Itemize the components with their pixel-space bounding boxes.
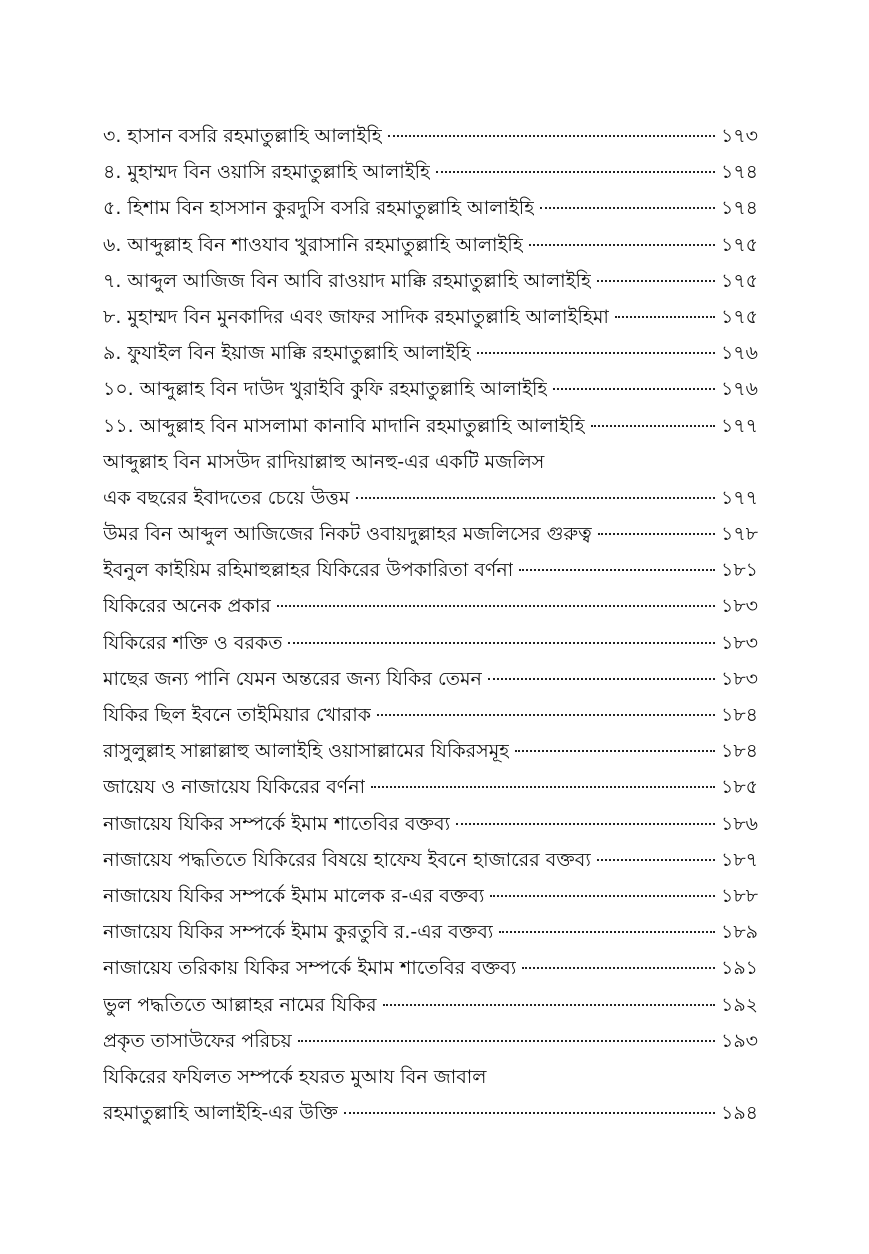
toc-entry [103, 914, 758, 950]
toc-entry-title: রাসুলুল্লাহ সাল্লাল্লাহু আলাইহি ওয়াসাল্লামের যিকিরসমূহ [103, 740, 510, 763]
toc-entry-title: উমর বিন আব্দুল আজিজের নিকট ওবায়দুল্লাহর মজলিসের গুরুত্ব [103, 523, 592, 546]
toc-entry-page-number: ১৮৯ [721, 921, 758, 944]
toc-entry [103, 190, 758, 226]
toc-entry [103, 588, 758, 624]
toc-entry [103, 263, 758, 299]
dot-leader [477, 352, 715, 354]
toc-entry-page-number: ১৮৭ [720, 848, 758, 871]
toc-entry [103, 444, 758, 480]
dot-leader [519, 569, 715, 571]
toc-entry-page-number: ১৭৬ [720, 378, 758, 401]
dot-leader [499, 931, 715, 933]
toc-entry-page-number: ১৭৫ [720, 233, 758, 256]
toc-entry [103, 299, 758, 335]
toc-entry-title: ৪. মুহাম্মদ বিন ওয়াসি রহমাতুল্লাহি আলাইহি [103, 161, 431, 184]
dot-leader [488, 678, 715, 680]
toc-entry [103, 697, 758, 733]
toc-entry-title: নাজায়েয যিকির সম্পর্কে ইমাম কুরতুবি র.-এর বক্তব্য [103, 921, 494, 944]
toc-entry-page-number: ১৭৩ [720, 125, 758, 147]
toc-entry-page-number: ১৭৬ [720, 342, 758, 365]
dot-leader [529, 244, 715, 246]
toc-entry-page-number: ১৯২ [720, 993, 758, 1016]
toc-entry-page-number: ১৯৩ [720, 1029, 758, 1052]
toc-entry-page-number: ১৮৪ [721, 740, 758, 763]
toc-entry-title: ৮. মুহাম্মদ বিন মুনকাদির এবং জাফর সাদিক রহমাতুল্লাহি আলাইহিমা [103, 305, 609, 328]
toc-entry-page-number: ১৭৮ [720, 523, 758, 546]
toc-entry-title: প্রকৃত তাসাউফের পরিচয় [103, 1029, 292, 1052]
dot-leader [383, 1004, 715, 1006]
toc-entry-title: ৭. আব্দুল আজিজ বিন আবি রাওয়াদ মাক্কি রহমাতুল্লাহি আলাইহি [103, 269, 591, 292]
toc-entry-title: ইবনুল কাইয়িম রহিমাহুল্লাহর যিকিরের উপকারিতা বর্ণনা [103, 559, 514, 582]
toc-entry-title: যিকিরের ফযিলত সম্পর্কে হযরত মুআয বিন জাবাল [103, 1065, 487, 1088]
toc-entry [103, 1023, 758, 1059]
dot-leader [344, 1112, 715, 1114]
toc-entry-title: রহমাতুল্লাহি আলাইহি-এর উক্তি [103, 1102, 338, 1125]
dot-leader [591, 425, 715, 427]
dot-leader [522, 967, 715, 969]
toc-entry-title: নাজায়েয যিকির সম্পর্কে ইমাম মালেক র-এর বক্তব্য [103, 884, 485, 907]
toc-entry-page-number: ১৮৬ [720, 812, 758, 835]
dot-leader [540, 207, 715, 209]
toc-entry-page-number: ১৮৩ [720, 595, 758, 618]
toc-entry [103, 371, 758, 407]
toc-entry-title: নাজায়েয যিকির সম্পর্কে ইমাম শাতেবির বক্তব্য [103, 812, 451, 835]
toc-entry-title: ৬. আব্দুল্লাহ বিন শাওযাব খুরাসানি রহমাতুল্লাহি আলাইহি [103, 233, 523, 256]
toc-entry-page-number: ১৭৫ [720, 305, 758, 328]
toc-entry-page-number: ১৭৪ [720, 161, 758, 184]
toc-entry-title: যিকির ছিল ইবনে তাইমিয়ার খোরাক [103, 704, 371, 726]
toc-entry [103, 552, 758, 588]
toc-entry-page-number: ১৭৫ [720, 269, 758, 292]
toc-entry-page-number: ১৮৩ [720, 667, 758, 690]
dot-leader [288, 642, 715, 644]
toc-entry [103, 625, 758, 661]
toc-entry [103, 661, 758, 697]
toc-entry [103, 227, 758, 263]
dot-leader [597, 280, 715, 282]
toc-entry-page-number: ১৭৪ [720, 197, 758, 220]
toc-entry-title: ১০. আব্দুল্লাহ বিন দাউদ খুরাইবি কুফি রহমাতুল্লাহি আলাইহি [103, 378, 548, 401]
dot-leader [377, 714, 715, 716]
dot-leader [298, 1040, 715, 1042]
toc-entry-page-number: ১৮৩ [720, 631, 758, 654]
toc-entry-title: এক বছরের ইবাদতের চেয়ে উত্তম [103, 486, 350, 509]
toc-entry-title: যিকিরের অনেক প্রকার [103, 595, 271, 618]
dot-leader [371, 786, 715, 788]
dot-leader [515, 750, 715, 752]
toc-entry [103, 118, 758, 154]
toc-entry [103, 733, 758, 769]
toc-entry-title: ১১. আব্দুল্লাহ বিন মাসলামা কানাবি মাদানি রহমাতুল্লাহি আলাইহি [103, 414, 585, 437]
dot-leader [598, 533, 715, 535]
dot-leader [277, 605, 715, 607]
toc-entry [103, 516, 758, 552]
toc-entry-page-number: ১৭৭ [720, 486, 758, 509]
toc-entry-title: যিকিরের শক্তি ও বরকত [103, 631, 283, 654]
dot-leader [356, 497, 715, 499]
toc-entry-page-number: ১৮৫ [721, 776, 758, 799]
toc-entry-title: ৩. হাসান বসরি রহমাতুল্লাহি আলাইহি [103, 125, 382, 147]
toc-entry [103, 480, 758, 516]
toc-entry-page-number: ১৯১ [721, 957, 758, 980]
dot-leader [456, 823, 715, 825]
toc-entry [103, 950, 758, 986]
toc-entry [103, 806, 758, 842]
toc-entry-page-number: ১৮১ [721, 559, 758, 582]
toc-entry-title: ভুল পদ্ধতিতে আল্লাহর নামের যিকির [103, 993, 377, 1016]
toc-entry-page-number: ১৭৭ [720, 414, 758, 437]
dot-leader [615, 316, 715, 318]
toc-entry [103, 1059, 758, 1095]
dot-leader [553, 388, 715, 390]
dot-leader [436, 171, 715, 173]
toc-entry-title: আব্দুল্লাহ বিন মাসউদ রাদিয়াল্লাহু আনহু-এর একটি মজলিস [103, 450, 545, 473]
dot-leader [597, 859, 715, 861]
toc-entry-title: জায়েয ও নাজায়েয যিকিরের বর্ণনা [103, 776, 366, 799]
dot-leader [490, 895, 715, 897]
toc-entry [103, 154, 758, 190]
toc-entry [103, 987, 758, 1023]
toc-entry-title: ৫. হিশাম বিন হাসসান কুরদুসি বসরি রহমাতুল্লাহি আলাইহি [103, 197, 535, 220]
toc-entry-title: ৯. ফুযাইল বিন ইয়াজ মাক্কি রহমাতুল্লাহি আলাইহি [103, 342, 471, 365]
toc-entry [103, 842, 758, 878]
toc-entry-title: মাছের জন্য পানি যেমন অন্তরের জন্য যিকির তেমন [103, 667, 482, 690]
toc-entry-title: নাজায়েয তরিকায় যিকির সম্পর্কে ইমাম শাতেবির বক্তব্য [103, 957, 517, 980]
toc-entry-page-number: ১৮৮ [721, 884, 758, 907]
dot-leader [388, 135, 715, 137]
toc-entry [103, 878, 758, 914]
table-of-contents [103, 118, 758, 1131]
toc-entry-page-number: ১৮৪ [721, 704, 758, 726]
toc-entry-title: নাজায়েয পদ্ধতিতে যিকিরের বিষয়ে হাফেয ইবনে হাজারের বক্তব্য [103, 848, 591, 871]
toc-entry [103, 335, 758, 371]
toc-entry-page-number: ১৯৪ [721, 1102, 758, 1125]
toc-entry [103, 769, 758, 805]
toc-entry [103, 408, 758, 444]
toc-entry [103, 1095, 758, 1131]
